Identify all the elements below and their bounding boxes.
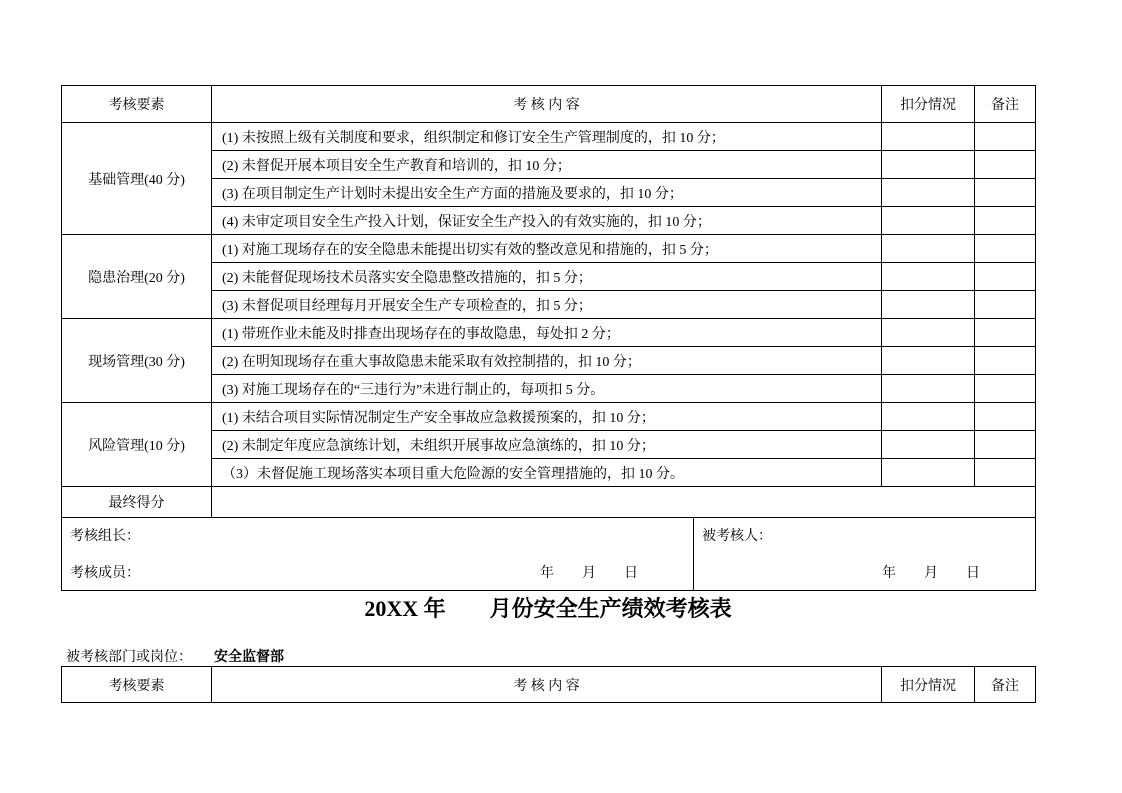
assessee-date-line: 年 月 日 [882,566,980,581]
remark-cell[interactable] [975,151,1036,179]
page-title: 20XX 年 月份安全生产绩效考核表 [364,596,732,621]
content-cell: (2) 未督促开展本项目安全生产教育和培训的，扣 10 分； [212,151,882,179]
deduction-cell[interactable] [882,263,975,291]
deduction-cell[interactable] [882,123,975,151]
content-cell: (1) 未按照上级有关制度和要求，组织制定和修订安全生产管理制度的，扣 10 分； [212,123,882,151]
deduction-cell[interactable] [882,375,975,403]
deduction-cell[interactable] [882,459,975,487]
content-cell: (3) 未督促项目经理每月开展安全生产专项检查的，扣 5 分； [212,291,882,319]
assessor-signature-cell[interactable] [62,518,694,590]
group-label-basic-management: 基础管理(40 分) [62,123,212,235]
table-row [62,403,1036,431]
table-row [62,319,1036,347]
remark-cell[interactable] [975,459,1036,487]
assessee-signature-cell[interactable] [694,518,1035,590]
header-remark: 备注 [975,86,1036,123]
content-cell: （3）未督促施工现场落实本项目重大危险源的安全管理措施的，扣 10 分。 [212,459,882,487]
table-row [62,235,1036,263]
remark-cell[interactable] [975,179,1036,207]
deduction-cell[interactable] [882,291,975,319]
table2-header-row [62,667,1036,703]
assessment-table [61,85,1036,591]
remark-cell[interactable] [975,347,1036,375]
remark-cell[interactable] [975,123,1036,151]
final-score-row [62,487,1036,518]
header-remark: 备注 [975,667,1036,703]
assessed-department-value: 安全监督部 [214,650,284,665]
deduction-cell[interactable] [882,235,975,263]
content-cell: (2) 未制定年度应急演练计划，未组织开展事故应急演练的，扣 10 分； [212,431,882,459]
deduction-cell[interactable] [882,347,975,375]
deduction-cell[interactable] [882,403,975,431]
remark-cell[interactable] [975,207,1036,235]
remark-cell[interactable] [975,263,1036,291]
deduction-cell[interactable] [882,207,975,235]
content-cell: (1) 带班作业未能及时排查出现场存在的事故隐患，每处扣 2 分； [212,319,882,347]
final-score-value-cell[interactable] [212,487,1036,518]
content-cell: (1) 对施工现场存在的安全隐患未能提出切实有效的整改意见和措施的，扣 5 分； [212,235,882,263]
assessee-label: 被考核人： [702,529,772,544]
content-cell: (2) 在明知现场存在重大事故隐患未能采取有效控制措的，扣 10 分； [212,347,882,375]
final-score-label: 最终得分 [62,487,212,518]
remark-cell[interactable] [975,431,1036,459]
deduction-cell[interactable] [882,151,975,179]
content-cell: (1) 未结合项目实际情况制定生产安全事故应急救援预案的，扣 10 分； [212,403,882,431]
assessment-table-2 [61,666,1036,703]
group-label-risk-management: 风险管理(10 分) [62,403,212,487]
remark-cell[interactable] [975,235,1036,263]
signature-row [62,518,1036,591]
content-cell: (2) 未能督促现场技术员落实安全隐患整改措施的，扣 5 分； [212,263,882,291]
content-cell: (3) 在项目制定生产计划时未提出安全生产方面的措施及要求的，扣 10 分； [212,179,882,207]
assessed-department-line [66,646,284,666]
header-deduction: 扣分情况 [882,86,975,123]
assessment-leader-label: 考核组长： [70,529,140,544]
group-label-hazard-control: 隐患治理(20 分) [62,235,212,319]
content-cell: (3) 对施工现场存在的“三违行为”未进行制止的，每项扣 5 分。 [212,375,882,403]
remark-cell[interactable] [975,403,1036,431]
remark-cell[interactable] [975,375,1036,403]
group-label-site-management: 现场管理(30 分) [62,319,212,403]
deduction-cell[interactable] [882,431,975,459]
assessor-date-line: 年 月 日 [540,566,638,581]
remark-cell[interactable] [975,291,1036,319]
deduction-cell[interactable] [882,179,975,207]
remark-cell[interactable] [975,319,1036,347]
table-row [62,123,1036,151]
header-content: 考 核 内 容 [212,86,882,123]
table-header-row [62,86,1036,123]
deduction-cell[interactable] [882,319,975,347]
header-element: 考核要素 [62,667,212,703]
assessment-members-label: 考核成员： [70,566,140,581]
header-deduction: 扣分情况 [882,667,975,703]
content-cell: (4) 未审定项目安全生产投入计划，保证安全生产投入的有效实施的，扣 10 分； [212,207,882,235]
header-element: 考核要素 [62,86,212,123]
header-content: 考 核 内 容 [212,667,882,703]
assessed-department-label: 被考核部门或岗位： [66,650,192,665]
